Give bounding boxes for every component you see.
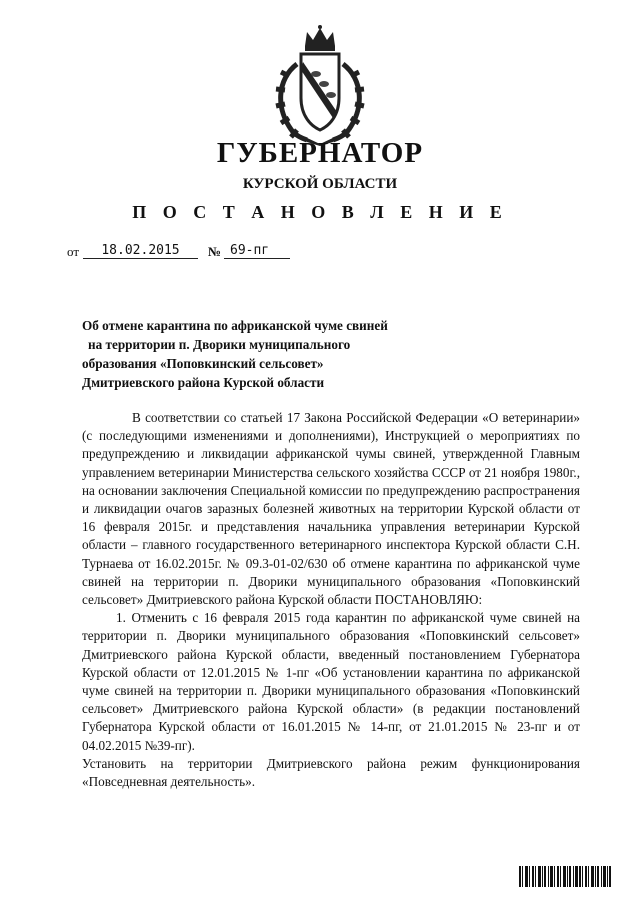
coat-of-arms-icon	[267, 24, 373, 146]
number-sign: №	[208, 244, 222, 259]
document-type: П О С Т А Н О В Л Е Н И Е	[132, 202, 508, 222]
document-date: 18.02.2015	[83, 243, 198, 259]
document-number: 69-пг	[224, 243, 290, 259]
preamble-paragraph: В соответствии со статьей 17 Закона Российской Федерации «О ветеринарии» (с последующими изменениями и дополнениями), Инструкцией о мероприятиях по предупреждению и ликвидации африканской чумы свиней, утвержденной Главным управлением ветеринарии Министерства сельского хозяйства СССР от 21 ноября 1980г., на основании заключения Специальной комиссии по предупреждению распространения и ликвидации очагов заразных болезней животных на территории Курской области от 16 февраля 2015г. и представления начальника управления ветеринарии Курской области – главного государственного ветеринарного инспектора Курской области С.Н. Турнаева от 16.02.2015г. № 09.3-01-02/630 об отмене карантина по африканской чуме свиней на территории п. Дворики муниципального образования «Поповкинский сельсовет» Дмитриевского района Курской области ПОСТАНОВЛЯЮ:	[82, 410, 580, 608]
from-label: от	[67, 244, 80, 259]
item-1-paragraph: 1. Отменить с 16 февраля 2015 года карантин по африканской чуме свиней на территории п. Дворики муниципального образования «Поповкинский сельсовет» Дмитриевского района Курской области, введенный постановлением Губернатора Курской области от 12.01.2015 № 1-пг «Об установлении карантина по африканской чуме свиней на территории п. Дворики муниципального образования «Поповкинский сельсовет» Дмитриевского района Курской области» (в редакции постановлений Губернатора Курской области от 16.01.2015 № 14-пг, от 21.01.2015 № 23-пг и от 04.02.2015 №39-пг).	[82, 610, 580, 753]
authority-title: ГУБЕРНАТОР	[216, 137, 424, 169]
item-1-continuation: Установить на территории Дмитриевского района режим функционирования «Повседневная деятельность».	[82, 755, 580, 790]
subject-line: Об отмене карантина по африканской чуме свиней	[82, 318, 388, 333]
barcode-icon	[519, 866, 611, 887]
subject-line: Дмитриевского района Курской области	[82, 375, 325, 390]
document-subject	[82, 316, 462, 392]
region-title: КУРСКОЙ ОБЛАСТИ	[242, 176, 398, 192]
subject-line: образования «Поповкинский сельсовет»	[82, 356, 324, 371]
document-body	[82, 409, 580, 791]
subject-line: на территории п. Дворики муниципального	[88, 337, 351, 352]
